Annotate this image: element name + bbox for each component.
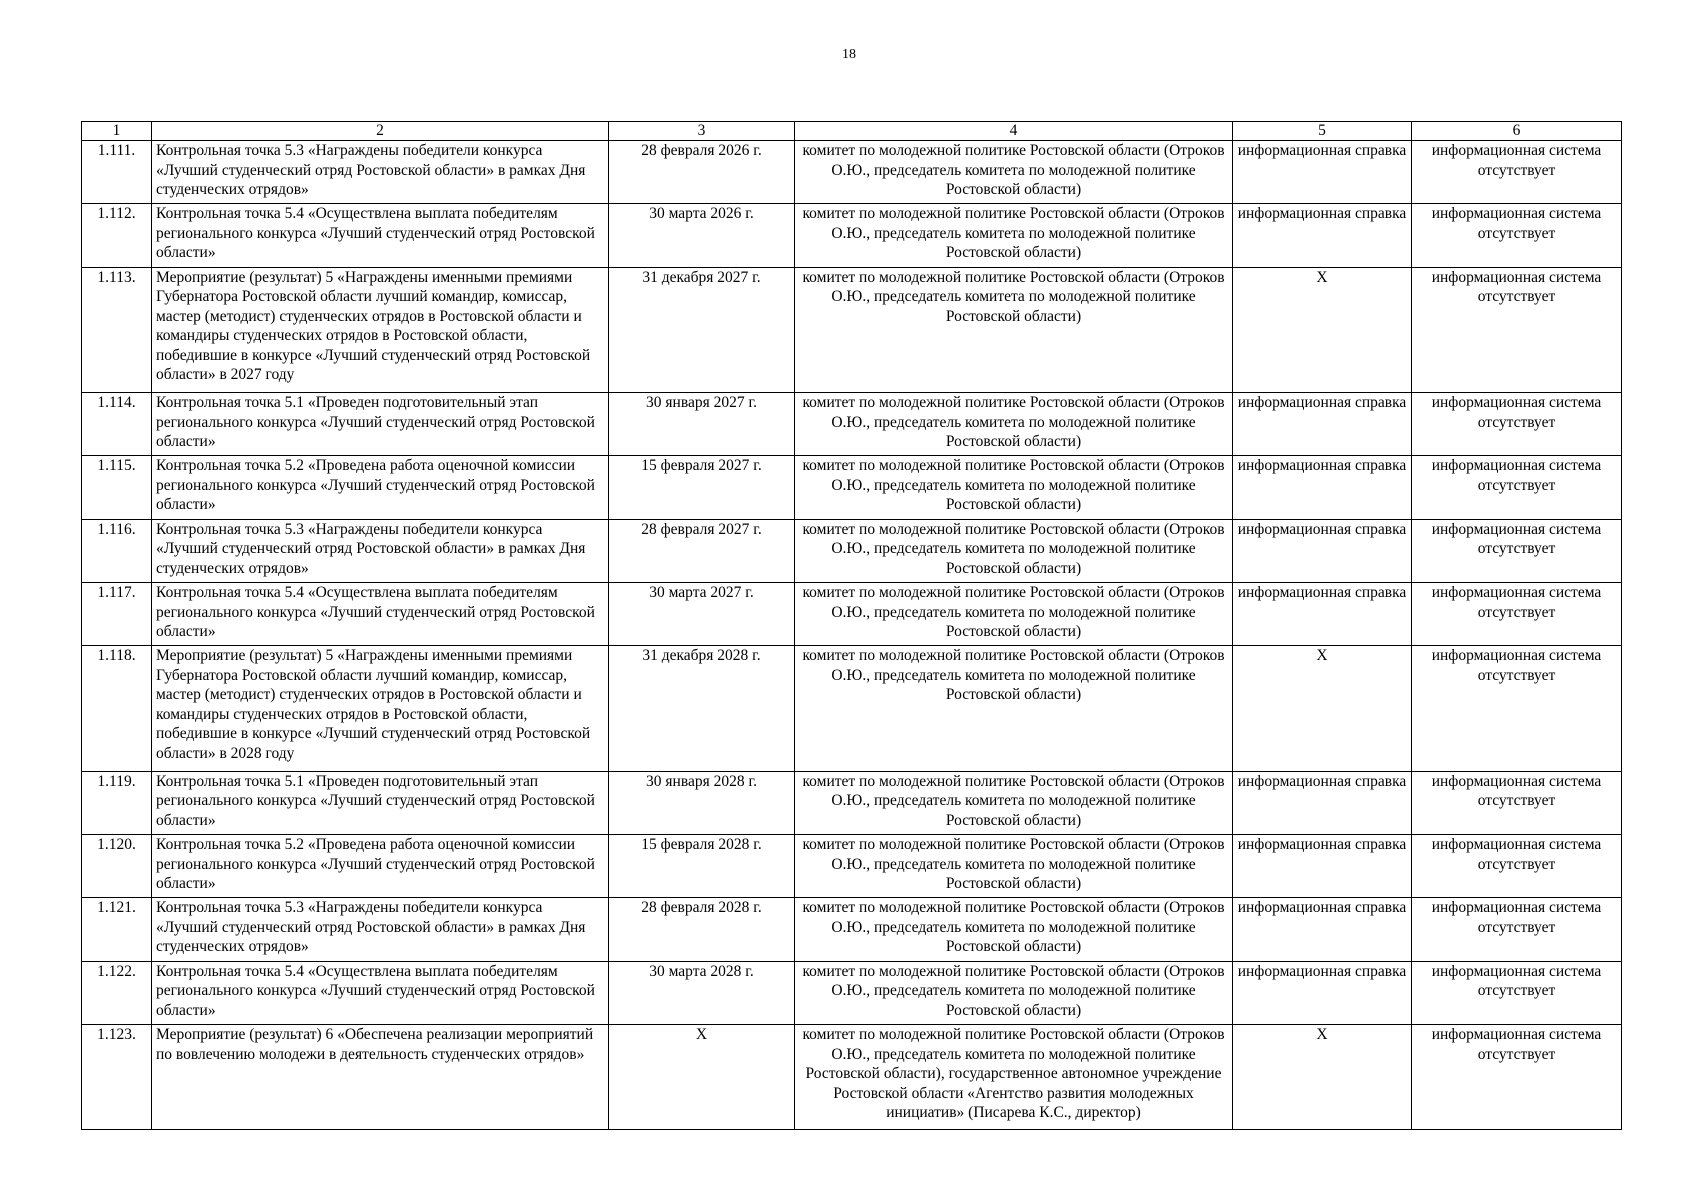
information-system-cell: информационная система отсутствует <box>1412 961 1622 1024</box>
responsible-cell: комитет по молодежной политике Ростовской области (Отроков О.Ю., председатель комитета по молодежной политике Ростовской области) <box>795 961 1233 1024</box>
deadline-cell: 31 декабря 2027 г. <box>609 267 795 393</box>
information-system-cell: информационная система отсутствует <box>1412 646 1622 772</box>
row-number-cell: 1.120. <box>82 835 152 898</box>
responsible-cell: комитет по молодежной политике Ростовской области (Отроков О.Ю., председатель комитета по молодежной политике Ростовской области) <box>795 835 1233 898</box>
deadline-cell: 28 февраля 2027 г. <box>609 519 795 582</box>
deadline-cell: 15 февраля 2028 г. <box>609 835 795 898</box>
table-row <box>82 961 1622 1024</box>
table-row <box>82 898 1622 961</box>
control-points-table <box>81 121 1622 1130</box>
table-row <box>82 519 1622 582</box>
responsible-cell: комитет по молодежной политике Ростовской области (Отроков О.Ю., председатель комитета по молодежной политике Ростовской области) <box>795 583 1233 646</box>
deadline-cell: Х <box>609 1025 795 1130</box>
row-number-cell: 1.121. <box>82 898 152 961</box>
column-number: 5 <box>1233 122 1412 141</box>
event-name-cell: Контрольная точка 5.2 «Проведена работа оценочной комиссии регионального конкурса «Лучший студенческий отряд Ростовской области» <box>152 456 609 519</box>
table-row <box>82 267 1622 393</box>
information-system-cell: информационная система отсутствует <box>1412 519 1622 582</box>
table-row <box>82 835 1622 898</box>
column-number: 6 <box>1412 122 1622 141</box>
table-row <box>82 393 1622 456</box>
information-system-cell: информационная система отсутствует <box>1412 583 1622 646</box>
row-number-cell: 1.115. <box>82 456 152 519</box>
information-system-cell: информационная система отсутствует <box>1412 898 1622 961</box>
deadline-cell: 28 февраля 2026 г. <box>609 141 795 204</box>
deadline-cell: 15 февраля 2027 г. <box>609 456 795 519</box>
information-system-cell: информационная система отсутствует <box>1412 393 1622 456</box>
document-type-cell: Х <box>1233 1025 1412 1130</box>
responsible-cell: комитет по молодежной политике Ростовской области (Отроков О.Ю., председатель комитета по молодежной политике Ростовской области) <box>795 898 1233 961</box>
row-number-cell: 1.112. <box>82 204 152 267</box>
column-number: 3 <box>609 122 795 141</box>
event-name-cell: Мероприятие (результат) 6 «Обеспечена реализации мероприятий по вовлечению молодежи в деятельность студенческих отрядов» <box>152 1025 609 1130</box>
document-type-cell: Х <box>1233 267 1412 393</box>
row-number-cell: 1.113. <box>82 267 152 393</box>
document-type-cell: Х <box>1233 646 1412 772</box>
event-name-cell: Контрольная точка 5.3 «Награждены победители конкурса «Лучший студенческий отряд Ростовской области» в рамках Дня студенческих отрядов» <box>152 898 609 961</box>
deadline-cell: 30 января 2027 г. <box>609 393 795 456</box>
event-name-cell: Мероприятие (результат) 5 «Награждены именными премиями Губернатора Ростовской области лучший командир, комиссар, мастер (методист) студенческих отрядов в Ростовской области и командиры студенческих отрядов в Ростовской области, победившие в конкурсе «Лучший студенческий отряд Ростовской области» в 2028 году <box>152 646 609 772</box>
responsible-cell: комитет по молодежной политике Ростовской области (Отроков О.Ю., председатель комитета по молодежной политике Ростовской области) <box>795 204 1233 267</box>
information-system-cell: информационная система отсутствует <box>1412 204 1622 267</box>
responsible-cell: комитет по молодежной политике Ростовской области (Отроков О.Ю., председатель комитета по молодежной политике Ростовской области) <box>795 141 1233 204</box>
row-number-cell: 1.122. <box>82 961 152 1024</box>
event-name-cell: Контрольная точка 5.2 «Проведена работа оценочной комиссии регионального конкурса «Лучший студенческий отряд Ростовской области» <box>152 835 609 898</box>
event-name-cell: Мероприятие (результат) 5 «Награждены именными премиями Губернатора Ростовской области лучший командир, комиссар, мастер (методист) студенческих отрядов в Ростовской области и командиры студенческих отрядов в Ростовской области, победившие в конкурсе «Лучший студенческий отряд Ростовской области» в 2027 году <box>152 267 609 393</box>
information-system-cell: информационная система отсутствует <box>1412 456 1622 519</box>
document-type-cell: информационная справка <box>1233 204 1412 267</box>
deadline-cell: 30 марта 2027 г. <box>609 583 795 646</box>
deadline-cell: 31 декабря 2028 г. <box>609 646 795 772</box>
deadline-cell: 28 февраля 2028 г. <box>609 898 795 961</box>
document-type-cell: информационная справка <box>1233 583 1412 646</box>
responsible-cell: комитет по молодежной политике Ростовской области (Отроков О.Ю., председатель комитета по молодежной политике Ростовской области), государственное автономное учреждение Ростовской области «Агентство развития молодежных инициатив» (Писарева К.С., директор) <box>795 1025 1233 1130</box>
responsible-cell: комитет по молодежной политике Ростовской области (Отроков О.Ю., председатель комитета по молодежной политике Ростовской области) <box>795 519 1233 582</box>
deadline-cell: 30 марта 2026 г. <box>609 204 795 267</box>
document-type-cell: информационная справка <box>1233 961 1412 1024</box>
deadline-cell: 30 января 2028 г. <box>609 771 795 834</box>
table-row <box>82 456 1622 519</box>
row-number-cell: 1.114. <box>82 393 152 456</box>
column-number: 4 <box>795 122 1233 141</box>
deadline-cell: 30 марта 2028 г. <box>609 961 795 1024</box>
column-number: 1 <box>82 122 152 141</box>
event-name-cell: Контрольная точка 5.3 «Награждены победители конкурса «Лучший студенческий отряд Ростовской области» в рамках Дня студенческих отрядов» <box>152 141 609 204</box>
information-system-cell: информационная система отсутствует <box>1412 835 1622 898</box>
document-type-cell: информационная справка <box>1233 898 1412 961</box>
column-number-row <box>82 122 1622 141</box>
responsible-cell: комитет по молодежной политике Ростовской области (Отроков О.Ю., председатель комитета по молодежной политике Ростовской области) <box>795 393 1233 456</box>
event-name-cell: Контрольная точка 5.4 «Осуществлена выплата победителям регионального конкурса «Лучший студенческий отряд Ростовской области» <box>152 583 609 646</box>
document-type-cell: информационная справка <box>1233 141 1412 204</box>
information-system-cell: информационная система отсутствует <box>1412 141 1622 204</box>
event-name-cell: Контрольная точка 5.4 «Осуществлена выплата победителям регионального конкурса «Лучший студенческий отряд Ростовской области» <box>152 961 609 1024</box>
row-number-cell: 1.116. <box>82 519 152 582</box>
event-name-cell: Контрольная точка 5.3 «Награждены победители конкурса «Лучший студенческий отряд Ростовской области» в рамках Дня студенческих отрядов» <box>152 519 609 582</box>
event-name-cell: Контрольная точка 5.1 «Проведен подготовительный этап регионального конкурса «Лучший студенческий отряд Ростовской области» <box>152 771 609 834</box>
responsible-cell: комитет по молодежной политике Ростовской области (Отроков О.Ю., председатель комитета по молодежной политике Ростовской области) <box>795 646 1233 772</box>
table-row <box>82 771 1622 834</box>
row-number-cell: 1.123. <box>82 1025 152 1130</box>
event-name-cell: Контрольная точка 5.4 «Осуществлена выплата победителям регионального конкурса «Лучший студенческий отряд Ростовской области» <box>152 204 609 267</box>
table-row <box>82 141 1622 204</box>
column-number: 2 <box>152 122 609 141</box>
document-type-cell: информационная справка <box>1233 835 1412 898</box>
document-type-cell: информационная справка <box>1233 771 1412 834</box>
document-type-cell: информационная справка <box>1233 456 1412 519</box>
responsible-cell: комитет по молодежной политике Ростовской области (Отроков О.Ю., председатель комитета по молодежной политике Ростовской области) <box>795 771 1233 834</box>
document-type-cell: информационная справка <box>1233 519 1412 582</box>
information-system-cell: информационная система отсутствует <box>1412 771 1622 834</box>
information-system-cell: информационная система отсутствует <box>1412 267 1622 393</box>
table-row <box>82 583 1622 646</box>
event-name-cell: Контрольная точка 5.1 «Проведен подготовительный этап регионального конкурса «Лучший студенческий отряд Ростовской области» <box>152 393 609 456</box>
responsible-cell: комитет по молодежной политике Ростовской области (Отроков О.Ю., председатель комитета по молодежной политике Ростовской области) <box>795 456 1233 519</box>
responsible-cell: комитет по молодежной политике Ростовской области (Отроков О.Ю., председатель комитета по молодежной политике Ростовской области) <box>795 267 1233 393</box>
row-number-cell: 1.111. <box>82 141 152 204</box>
table-row <box>82 1025 1622 1130</box>
table-row <box>82 646 1622 772</box>
page-number: 18 <box>842 47 856 62</box>
row-number-cell: 1.118. <box>82 646 152 772</box>
row-number-cell: 1.119. <box>82 771 152 834</box>
document-type-cell: информационная справка <box>1233 393 1412 456</box>
row-number-cell: 1.117. <box>82 583 152 646</box>
information-system-cell: информационная система отсутствует <box>1412 1025 1622 1130</box>
table-row <box>82 204 1622 267</box>
